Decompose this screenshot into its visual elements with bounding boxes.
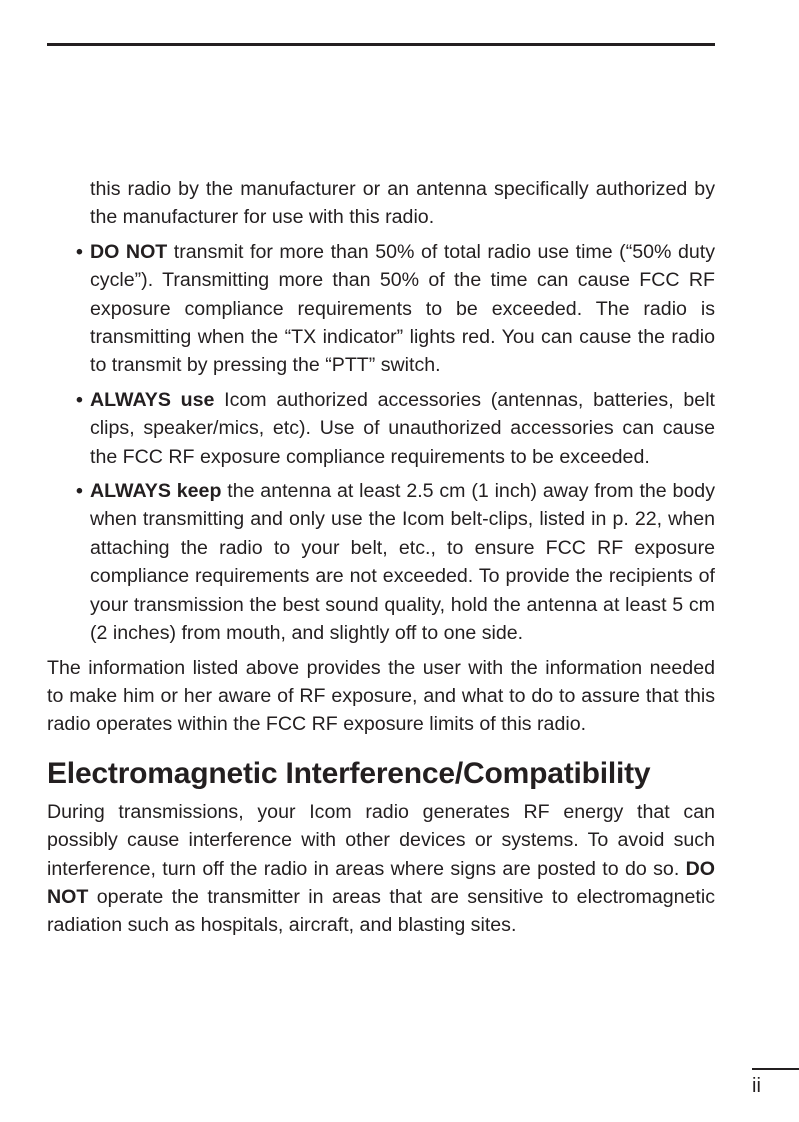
bullet-accessories <box>47 386 715 471</box>
summary-paragraph: The information listed above provides the user with the information needed to make him or her aware of RF exposure, and what to do to assure that this radio operates within the FCC RF exposure limits of this radio. <box>47 656 715 736</box>
section-text-after: operate the transmitter in areas that are sensitive to electromagnetic radiation such as hospitals, aircraft, and blasting sites. <box>47 885 715 937</box>
section-bold-text: DO NOT <box>47 857 715 908</box>
bullet-dot: • <box>76 388 83 411</box>
bullet-lead: ALWAYS keep <box>90 480 222 503</box>
continued-bullet-text <box>47 175 715 232</box>
section-heading: Electromagnetic Interference/Compatibility <box>47 756 651 790</box>
bullet-text: transmit for more than 50% of total radio use time (“50% duty cycle”). Transmitting more than 50% of the time can cause FCC RF exposure compliance requirements to be exceeded. The radio is transmitting when the “TX indicator” lights red. You can cause the radio to transmit by pressing the “PTT” switch. <box>90 240 715 377</box>
bullet-text: Icom authorized accessories (antennas, batteries, belt clips, speaker/mics, etc). Use of unauthorized accessories can cause the FCC RF exposure compliance requirements to be exceeded. <box>90 388 715 468</box>
bullet-text: the antenna at least 2.5 cm (1 inch) away from the body when transmitting and only use the Icom belt-clips, listed in p. 22, when attaching the radio to your belt, etc., to ensure FCC RF exposure compliance requirements are not exceeded. To provide the recipients of your transmission the best sound quality, hold the antenna at least 5 cm (2 inches) from mouth, and slightly off to one side. <box>90 480 715 645</box>
bullet-duty-cycle <box>47 238 715 380</box>
section-paragraph <box>47 798 715 940</box>
bullet-lead: ALWAYS use <box>90 388 215 411</box>
page-content <box>47 175 715 940</box>
page-number-rule <box>752 1068 799 1070</box>
bullet-dot: • <box>76 480 83 503</box>
page-number: ii <box>752 1075 761 1097</box>
bullet-antenna-distance <box>47 477 715 647</box>
continued-text: this radio by the manufacturer or an antenna specifically authorized by the manufacturer for use with this radio. <box>90 178 715 229</box>
bullet-lead: DO NOT <box>90 240 168 263</box>
section-text-before: During transmissions, your Icom radio generates RF energy that can possibly cause interference with other devices or systems. To avoid such interference, turn off the radio in areas where signs are posted to do so. <box>47 800 715 880</box>
bullet-dot: • <box>76 240 83 263</box>
top-rule <box>47 43 715 46</box>
